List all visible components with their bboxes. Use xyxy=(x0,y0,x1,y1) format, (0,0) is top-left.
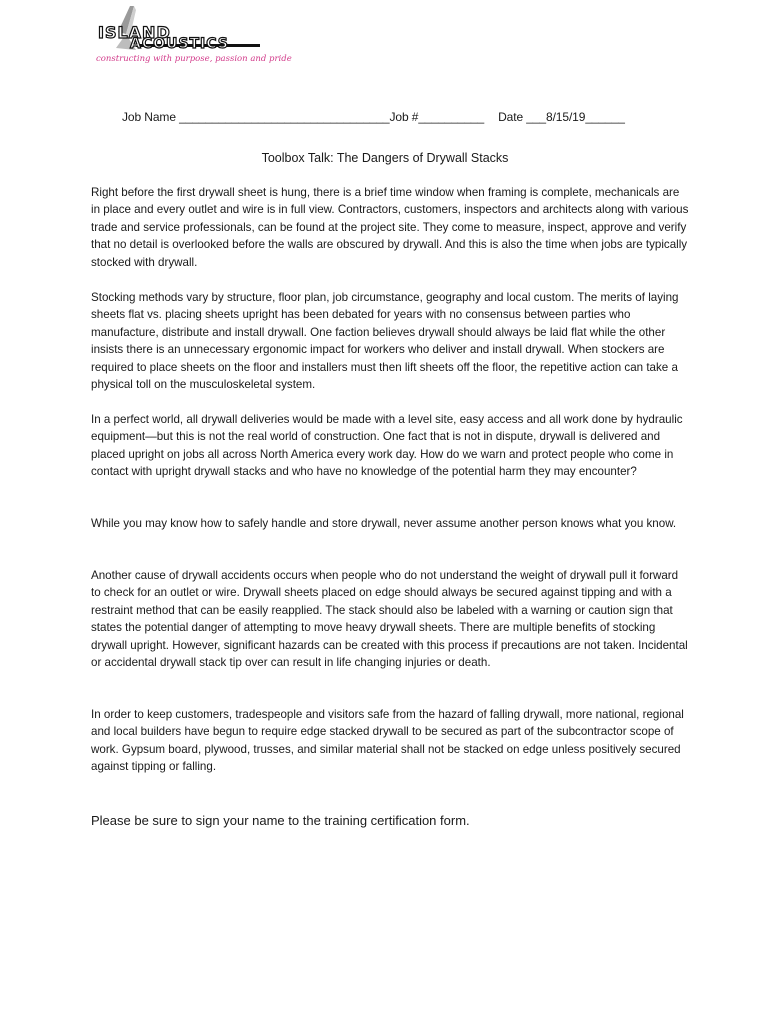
closing-instruction: Please be sure to sign your name to the training certification form. xyxy=(91,813,470,828)
logo-word-island: ISLAND xyxy=(98,23,171,42)
logo-word-acoustics: ACOUSTICS xyxy=(130,36,229,52)
logo-tagline: constructing with purpose, passion and pride xyxy=(96,54,292,64)
job-name-job-number-field: Job Name ________________________________Job #__________ xyxy=(122,110,485,124)
paragraph-4: While you may know how to safely handle and store drywall, never assume another person knows what you know. xyxy=(91,517,677,530)
paragraph-3: In a perfect world, all drywall deliveries would be made with a level site, easy access and all work done by hydraulic equipment—but this is not the real world of construction. One fact that is not in dispute, drywall is delivered and placed upright on jobs all across North America every work day. How do we warn and protect people who come in contact with upright drywall stacks and who have no knowledge of the potential harm they may encounter? xyxy=(91,413,683,479)
document-title: Toolbox Talk: The Dangers of Drywall Stacks xyxy=(261,151,509,165)
company-logo xyxy=(96,4,292,66)
date-field: Date ___8/15/19______ xyxy=(498,110,625,124)
paragraph-2: Stocking methods vary by structure, floor plan, job circumstance, geography and local custom. The merits of laying sheets flat vs. placing sheets upright has been debated for years with no consensus between parties who manufacture, distribute and install drywall. One faction believes drywall should always be laid flat while the other insists there is an unnecessary ergonomic impact for workers who deliver and install drywall. When stockers are required to place sheets on the floor and installers must then lift sheets off the floor, the repetitive action can take a physical toll on the musculoskeletal system. xyxy=(91,291,679,392)
job-info-line xyxy=(122,110,625,124)
paragraph-6: In order to keep customers, tradespeople and visitors safe from the hazard of falling drywall, more national, regional and local builders have begun to require edge stacked drywall to be secured as part of the subcontractor scope of work. Gypsum board, plywood, trusses, and similar material shall not be stacked on edge unless positively secured against tipping or falling. xyxy=(91,708,684,774)
paragraph-1: Right before the first drywall sheet is hung, there is a brief time window when framing is complete, mechanicals are in place and every outlet and wire is in full view. Contractors, customers, inspectors and architects along with various trade and service professionals, can be found at the project site. They come to measure, inspect, approve and verify that no detail is overlooked before the walls are obscured by drywall. And this is also the time when jobs are typically stocked with drywall. xyxy=(91,186,689,269)
paragraph-5: Another cause of drywall accidents occurs when people who do not understand the weight of drywall pull it forward to check for an outlet or wire. Drywall sheets placed on edge should always be secured against tipping and with a restraint method that can be easily reapplied. The stack should also be labeled with a warning or caution sign that states the potential danger of attempting to move heavy drywall sheets. There are multiple benefits of stocking drywall upright. However, significant hazards can be created with this process if precautions are not taken. Incidental or accidental drywall stack tip over can result in life changing injuries or death. xyxy=(91,569,688,670)
